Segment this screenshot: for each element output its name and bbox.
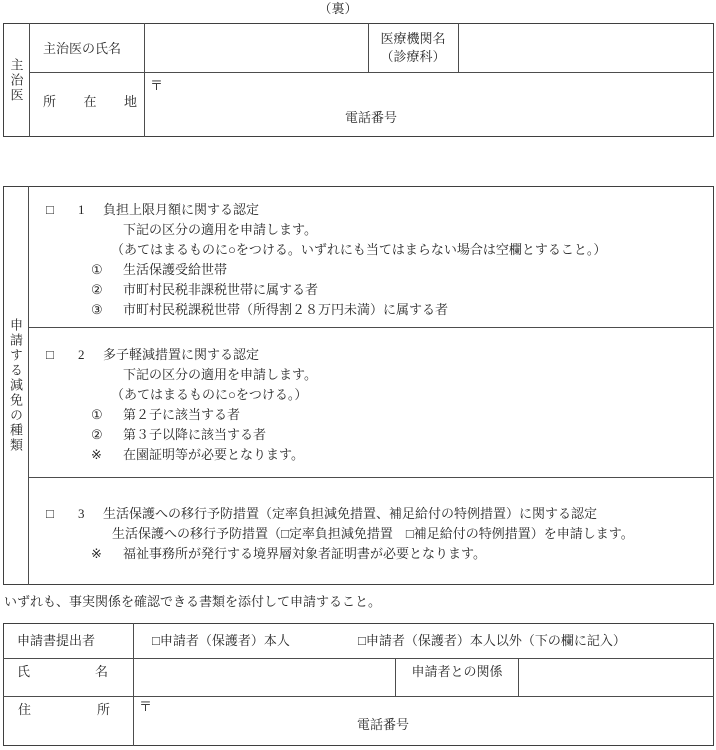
section1-item-3-marker[interactable]: ③	[91, 302, 103, 317]
flat-rate-reduction-label: 定率負担減免措置	[288, 526, 393, 541]
flat-rate-reduction-checkbox[interactable]: □	[281, 526, 289, 541]
section1-title: 負担上限月額に関する認定	[103, 202, 260, 217]
exemption-section-3	[30, 504, 712, 564]
section3-number: 3	[78, 506, 85, 521]
section3-title: 生活保護への移行予防措置（定率負担減免措置、補足給付の特例措置）に関する認定	[103, 506, 598, 521]
medical-institution-label-line2: （診療科）	[380, 49, 446, 64]
medical-institution-field[interactable]	[460, 25, 712, 70]
section3-checkbox[interactable]: □	[46, 506, 54, 521]
doctor-name-label: 主治医の氏名	[43, 41, 122, 56]
attachment-note: いずれも、事実関係を確認できる書類を添付して申請すること。	[4, 594, 382, 609]
section1-item-1-text: 生活保護受給世帯	[123, 262, 228, 277]
exemption-row-header: 申請する減免の種類	[8, 318, 23, 453]
submitter-self-checkbox[interactable]: □	[152, 633, 160, 648]
section1-item-1	[30, 260, 712, 280]
section1-item-2	[30, 280, 712, 300]
submitter-label: 申請書提出者	[17, 633, 96, 648]
submitter-address-field[interactable]	[134, 697, 713, 745]
exemption-section-1	[30, 200, 712, 320]
doctor-address-field[interactable]	[146, 74, 712, 135]
section1-checkbox[interactable]: □	[46, 202, 54, 217]
section2-item-1-marker[interactable]: ①	[91, 407, 103, 422]
section2-item-2	[30, 425, 712, 445]
divider	[28, 327, 714, 328]
section2-number: 2	[78, 347, 85, 362]
submitter-address-label: 住所	[18, 702, 110, 717]
postal-mark: 〒	[139, 699, 153, 714]
section2-item-1-text: 第２子に該当する者	[123, 407, 241, 422]
section3-application-line	[30, 524, 712, 544]
section2-item-1	[30, 405, 712, 425]
section1-number: 1	[78, 202, 85, 217]
section3-note-marker: ※	[91, 546, 102, 561]
section2-heading	[30, 345, 712, 365]
relation-label: 申請者との関係	[411, 664, 503, 679]
section1-item-2-marker[interactable]: ②	[91, 282, 103, 297]
section2-checkbox[interactable]: □	[46, 347, 54, 362]
section1-instruction: （あてはまるものに○をつける。いずれにも当てはまらない場合は空欄とすること。）	[111, 242, 607, 257]
divider	[458, 23, 459, 72]
medical-institution-label-line1: 医療機関名	[380, 31, 446, 46]
divider	[29, 23, 30, 137]
section2-note-text: 在園証明等が必要となります。	[123, 447, 304, 462]
divider	[28, 477, 714, 478]
supplementary-benefit-label: 補足給付の特例措置	[413, 526, 531, 541]
section3-app-pre: 生活保護への移行予防措置（	[112, 526, 282, 541]
divider	[144, 23, 145, 137]
section1-item-3-text: 市町村民税課税世帯（所得割２８万円未満）に属する者	[123, 302, 449, 317]
doctor-address-label: 所在地	[43, 94, 137, 109]
section1-item-1-marker[interactable]: ①	[91, 262, 103, 277]
supplementary-benefit-checkbox[interactable]: □	[405, 526, 414, 541]
medical-institution-label	[368, 30, 458, 66]
postal-mark: 〒	[150, 78, 164, 93]
submitter-other-checkbox[interactable]: □	[358, 633, 366, 648]
section3-app-post: ）を申請します。	[530, 526, 634, 541]
section3-note-text: 福祉事務所が発行する境界層対象者証明書が必要となります。	[123, 546, 486, 561]
submitter-self-label: 申請者（保護者）本人	[159, 633, 290, 648]
section2-title: 多子軽減措置に関する認定	[103, 347, 260, 362]
section3-app-separator	[393, 526, 406, 541]
section3-heading	[30, 504, 712, 524]
section1-item-2-text: 市町村民税非課税世帯に属する者	[123, 282, 319, 297]
page-side-label: （裏）	[318, 1, 358, 16]
submitter-name-label: 氏名	[17, 664, 108, 679]
section2-note	[30, 445, 712, 465]
divider	[28, 186, 29, 585]
submitter-other-label: 申請者（保護者）本人以外（下の欄に記入）	[365, 633, 626, 648]
doctor-name-field[interactable]	[146, 25, 366, 70]
section2-item-2-text: 第３子以降に該当する者	[123, 427, 267, 442]
section3-note	[30, 544, 712, 564]
submitter-name-field[interactable]	[134, 659, 394, 695]
section2-item-2-marker[interactable]: ②	[91, 427, 103, 442]
submitter-option-other	[358, 634, 626, 647]
section2-note-marker: ※	[91, 447, 102, 462]
exemption-section-2	[30, 345, 712, 465]
section1-item-3	[30, 300, 712, 320]
section2-instruction: （あてはまるものに○をつける。）	[111, 387, 308, 402]
section2-subtitle: 下記の区分の適用を申請します。	[123, 367, 317, 382]
relation-field[interactable]	[519, 659, 713, 695]
submitter-option-self	[152, 634, 290, 647]
section1-heading	[30, 200, 712, 220]
section1-subtitle: 下記の区分の適用を申請します。	[123, 222, 317, 237]
doctor-row-header: 主治医	[8, 57, 24, 103]
divider	[29, 72, 714, 73]
submitter-phone-label: 電話番号	[357, 717, 410, 732]
doctor-phone-label: 電話番号	[345, 110, 398, 125]
